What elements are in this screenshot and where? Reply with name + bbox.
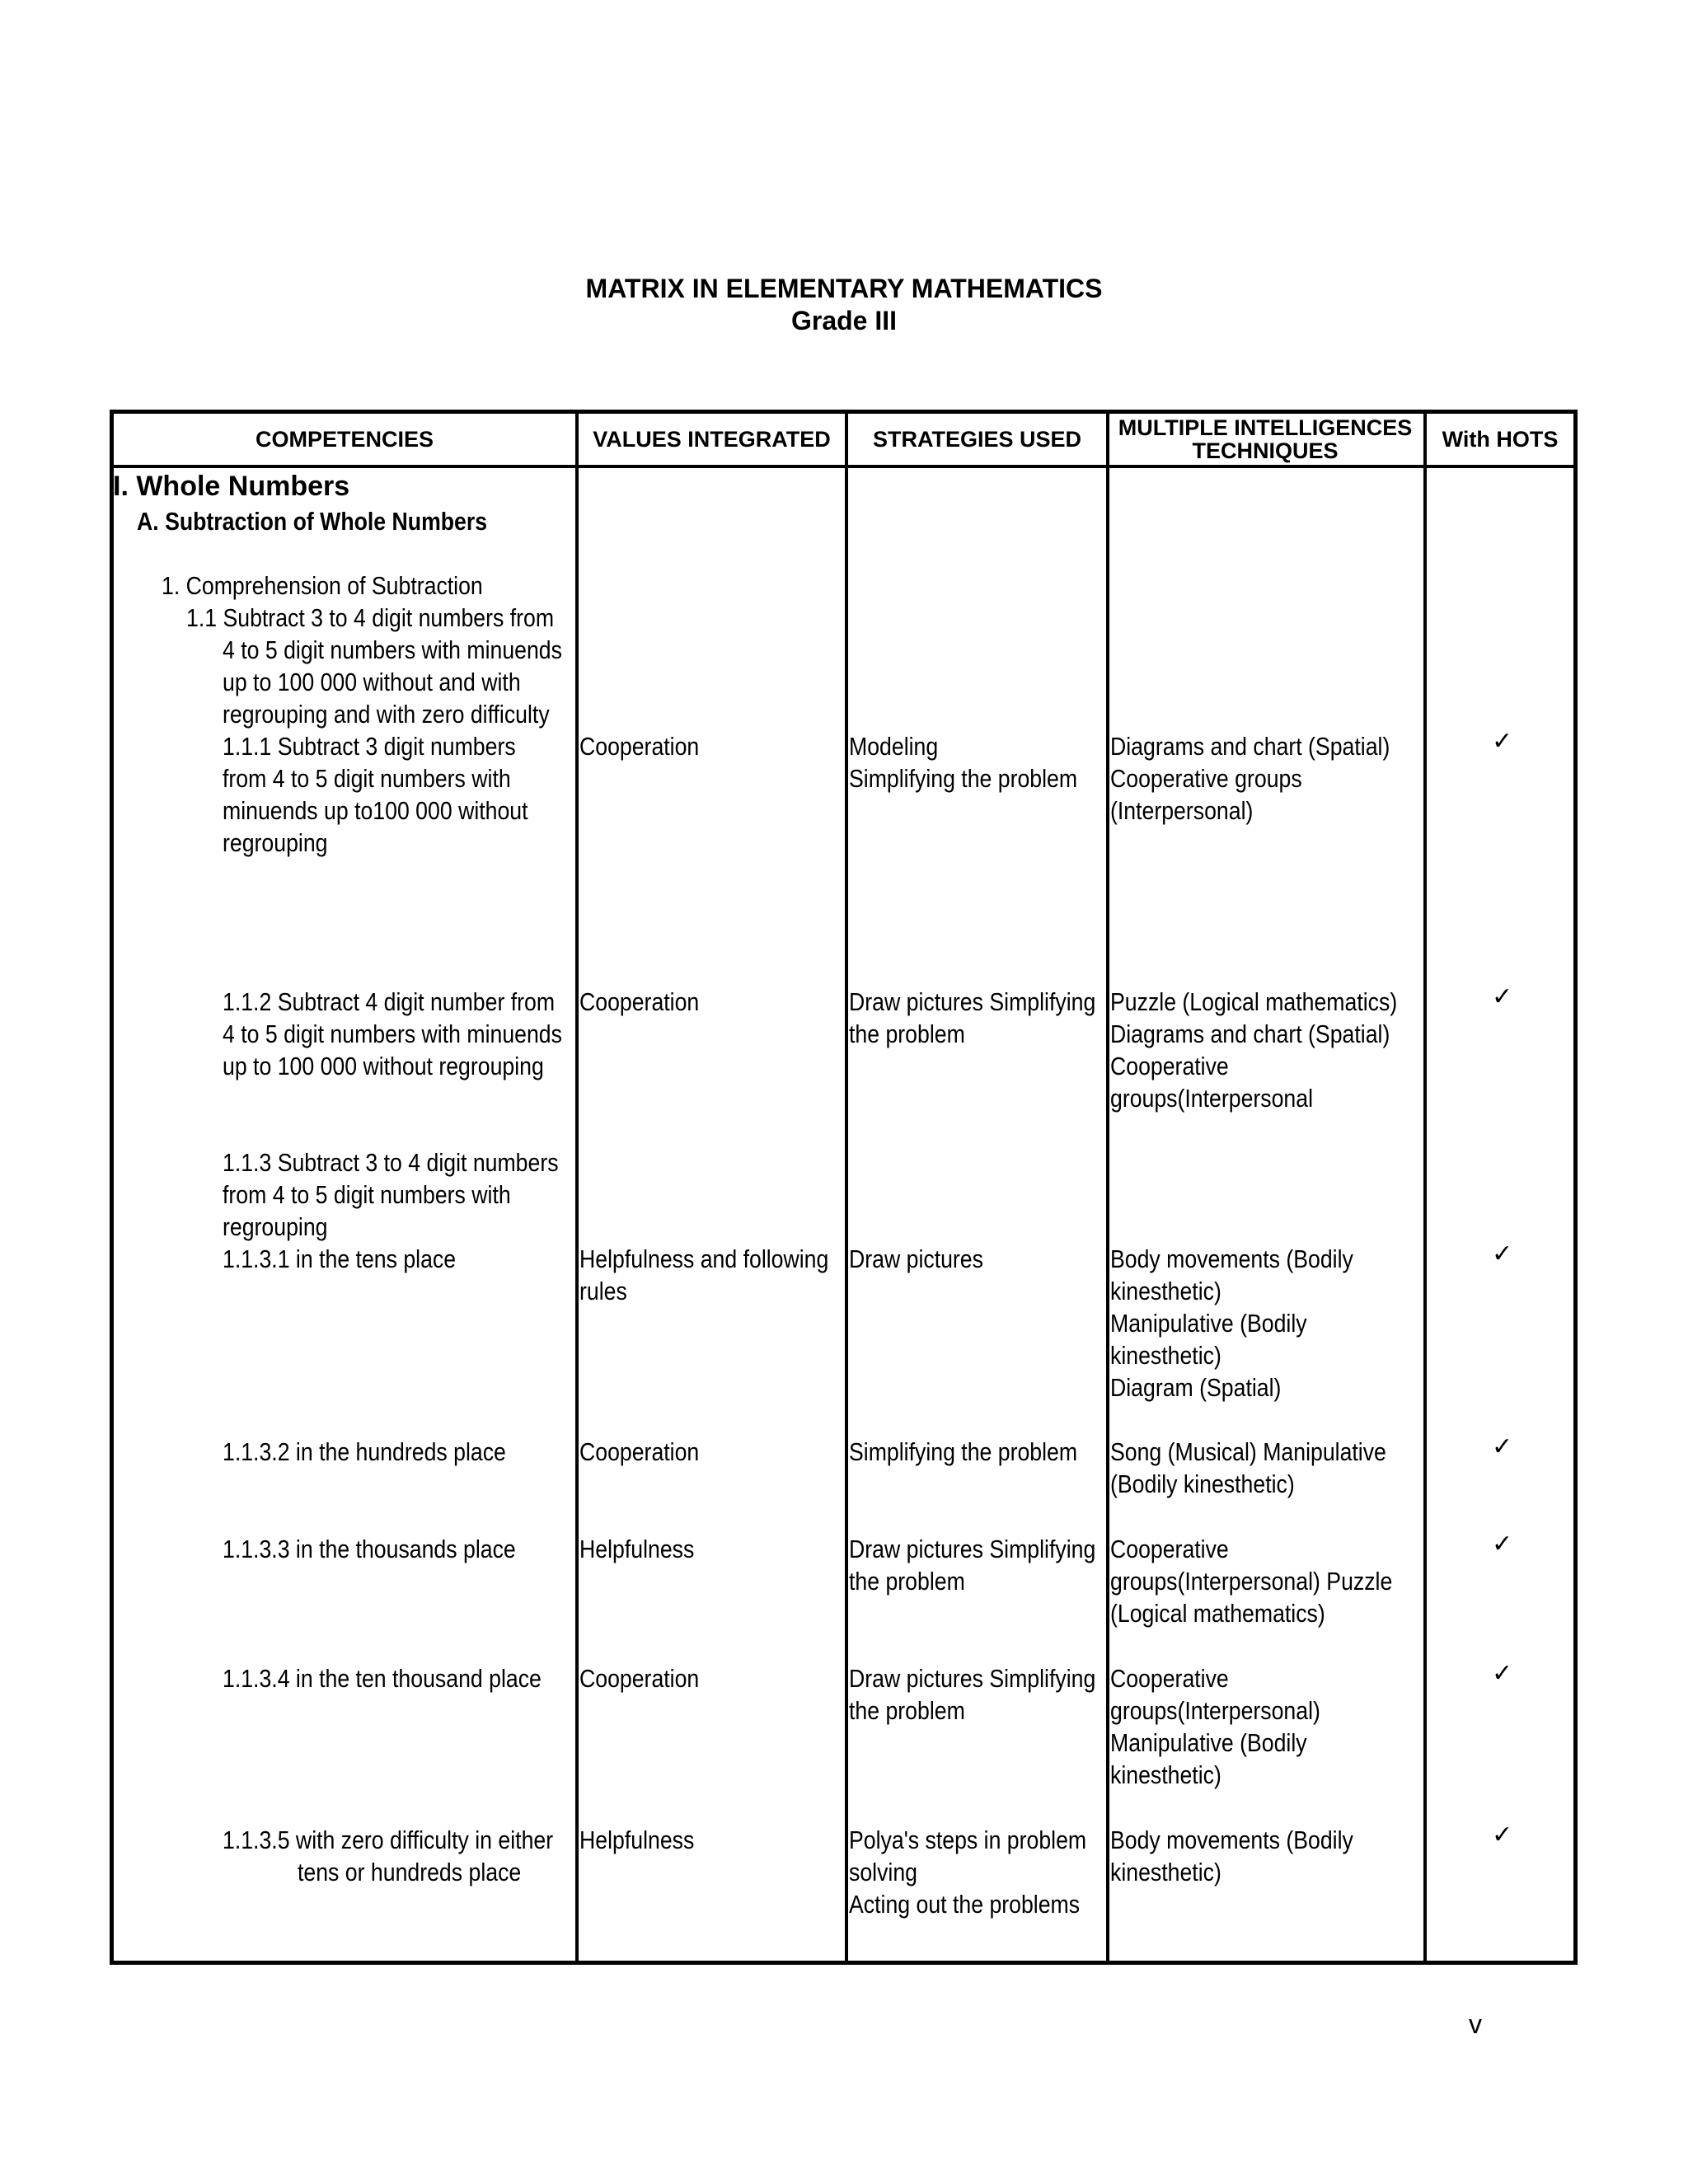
header-mi-techniques: MULTIPLE INTELLIGENCES TECHNIQUES <box>1118 415 1413 463</box>
values-cell: Cooperation <box>579 987 700 1016</box>
strategies-cell: Modeling Simplifying the problem <box>849 732 1078 793</box>
competency-1-1-3-5-continued: tens or hundreds place <box>298 1858 522 1886</box>
column-divider <box>1423 410 1427 1965</box>
document-subtitle: Grade III <box>790 306 898 335</box>
competency-1-1-3-2: 1.1.3.2 in the hundreds place <box>223 1437 506 1466</box>
header-competencies: COMPETENCIES <box>255 427 434 452</box>
header-strategies: STRATEGIES USED <box>872 427 1082 452</box>
page-number: v <box>1469 2009 1482 2039</box>
values-cell: Helpfulness and following rules <box>579 1244 829 1305</box>
hots-check-icon: ✓ <box>1492 1530 1513 1558</box>
hots-check-icon: ✓ <box>1492 728 1513 755</box>
header-hots: With HOTS <box>1442 427 1559 452</box>
values-cell: Cooperation <box>579 732 700 761</box>
hots-check-icon: ✓ <box>1492 1240 1513 1268</box>
hots-check-icon: ✓ <box>1492 1660 1513 1687</box>
competency-1-1-1: 1.1.1 Subtract 3 digit numbers from 4 to 5 digit numbers with minuends up to100 000 without regrouping <box>223 732 528 857</box>
strategies-cell: Simplifying the problem <box>849 1437 1078 1466</box>
mi-techniques-cell: Body movements (Bodily kinesthetic) <box>1110 1825 1353 1886</box>
competency-1-1: 1.1 Subtract 3 to 4 digit numbers from <box>186 603 555 632</box>
competency-1-1-2: 1.1.2 Subtract 4 digit number from 4 to 5 digit numbers with minuends up to 100 000 without regrouping <box>223 987 562 1080</box>
mi-techniques-cell: Body movements (Bodily kinesthetic) Manipulative (Bodily kinesthetic) Diagram (Spatial) <box>1110 1244 1353 1402</box>
mi-techniques-cell: Cooperative groups(Interpersonal) Puzzle (Logical mathematics) <box>1110 1535 1393 1628</box>
values-cell: Helpfulness <box>579 1825 695 1854</box>
column-divider <box>845 410 848 1965</box>
mi-techniques-cell: Cooperative groups(Interpersonal) Manipulative (Bodily kinesthetic) <box>1110 1664 1320 1789</box>
mi-techniques-cell: Diagrams and chart (Spatial) Cooperative groups (Interpersonal) <box>1110 732 1390 825</box>
mi-techniques-cell: Song (Musical) Manipulative (Bodily kinesthetic) <box>1110 1437 1386 1498</box>
competency-intro: 1. Comprehension of Subtraction <box>162 571 483 600</box>
values-cell: Helpfulness <box>579 1535 695 1563</box>
hots-check-icon: ✓ <box>1492 1433 1513 1460</box>
hots-check-icon: ✓ <box>1492 1821 1513 1849</box>
competency-1-1-3-1: 1.1.3.1 in the tens place <box>223 1244 457 1273</box>
subsection-heading: A. Subtraction of Whole Numbers <box>137 507 488 536</box>
section-heading: I. Whole Numbers <box>113 471 350 502</box>
column-divider <box>575 410 579 1965</box>
competency-1-1-continued: 4 to 5 digit numbers with minuends up to 100 000 without and with regrouping and with zero difficulty <box>223 635 562 729</box>
header-divider <box>110 465 1578 468</box>
strategies-cell: Draw pictures <box>849 1244 983 1273</box>
document-title: MATRIX IN ELEMENTARY MATHEMATICS <box>585 274 1103 303</box>
values-cell: Cooperation <box>579 1437 700 1466</box>
strategies-cell: Polya's steps in problem solving Acting out the problems <box>849 1825 1087 1919</box>
competency-1-1-3-5: 1.1.3.5 with zero difficulty in either <box>223 1825 554 1854</box>
competency-1-1-3: 1.1.3 Subtract 3 to 4 digit numbers from 4 to 5 digit numbers with regrouping <box>223 1148 559 1241</box>
hots-check-icon: ✓ <box>1492 983 1513 1010</box>
strategies-cell: Draw pictures Simplifying the problem <box>849 1535 1096 1596</box>
strategies-cell: Draw pictures Simplifying the problem <box>849 1664 1096 1725</box>
column-divider <box>1106 410 1109 1965</box>
competency-1-1-3-3: 1.1.3.3 in the thousands place <box>223 1535 516 1563</box>
mi-techniques-cell: Puzzle (Logical mathematics) Diagrams and chart (Spatial) Cooperative groups(Interpersonal <box>1110 987 1398 1113</box>
strategies-cell: Draw pictures Simplifying the problem <box>849 987 1096 1048</box>
competency-1-1-3-4: 1.1.3.4 in the ten thousand place <box>223 1664 542 1693</box>
header-values: VALUES INTEGRATED <box>593 427 831 452</box>
values-cell: Cooperation <box>579 1664 700 1693</box>
